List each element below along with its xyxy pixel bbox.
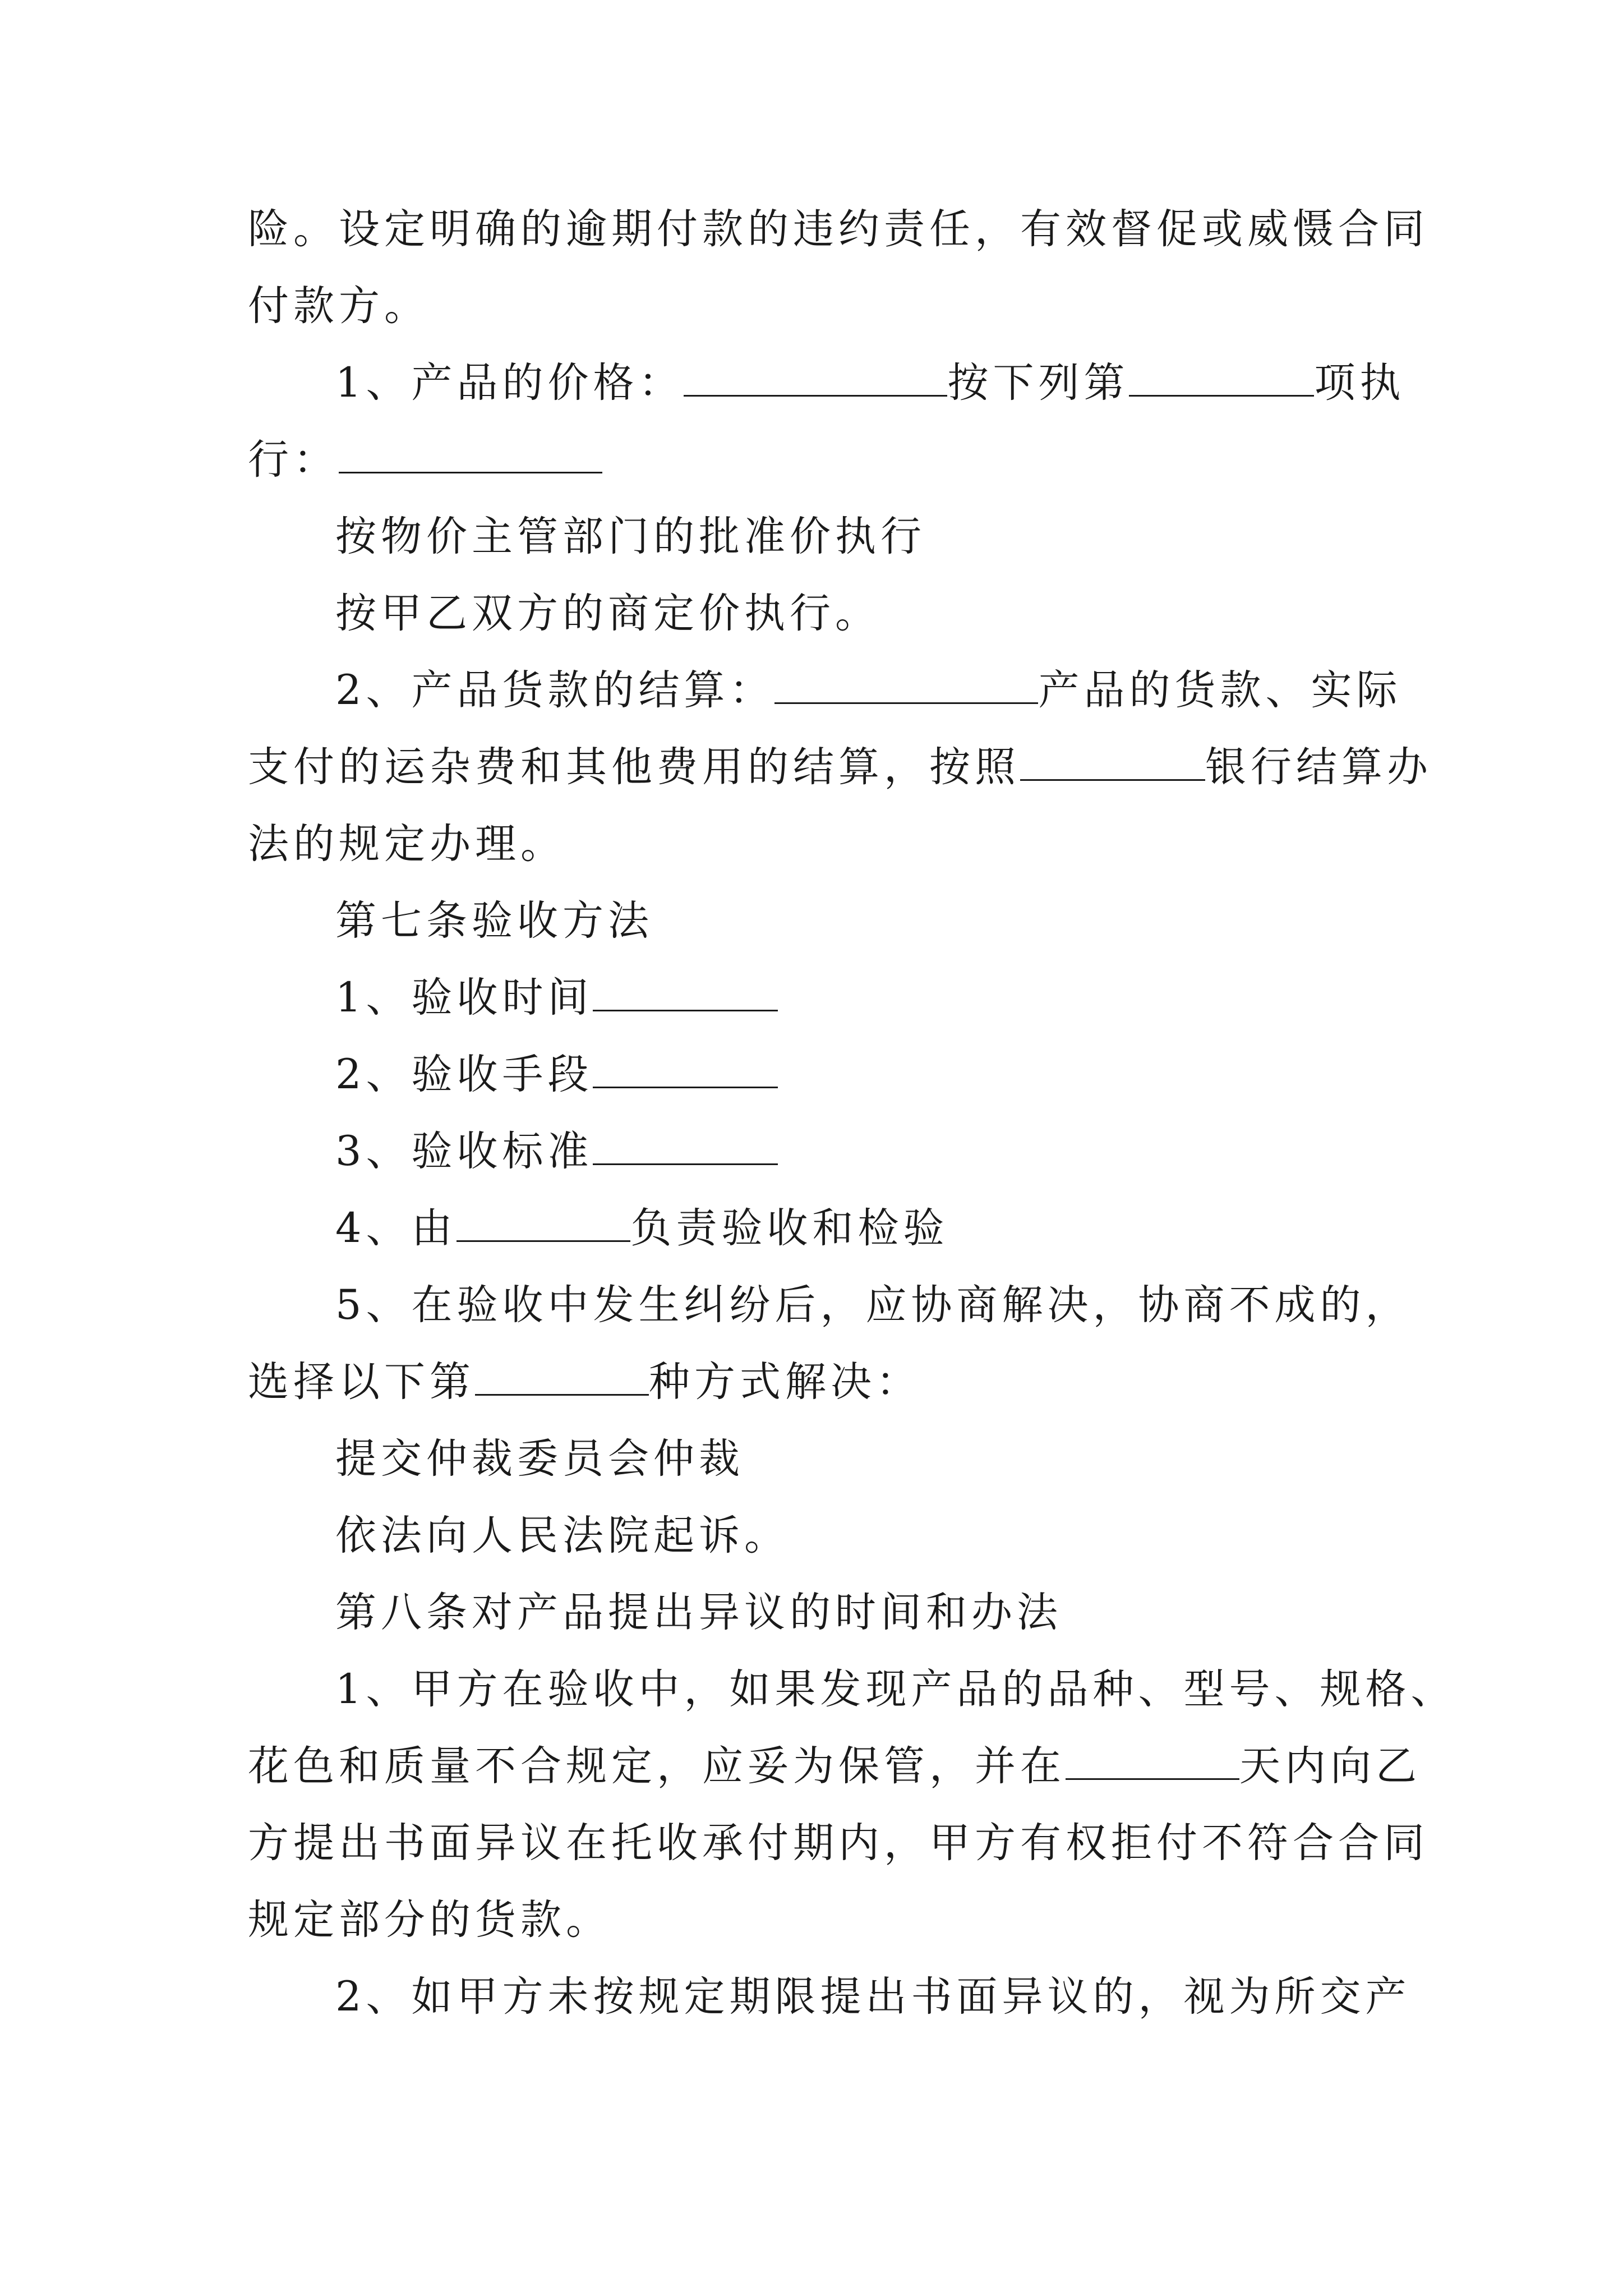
blank-objection-days — [1066, 1745, 1239, 1780]
text-fragment: 行： — [248, 436, 339, 484]
text-fragment: 产品的货款、实际 — [1038, 666, 1402, 714]
blank-dispute-method — [475, 1360, 649, 1396]
text-fragment: 选择以下第 — [248, 1358, 475, 1406]
text-fragment: 1、验收时间 — [335, 974, 593, 1022]
text-line: 规定部分的货款。 — [248, 1896, 611, 1944]
text-fragment: 按下列第 — [947, 359, 1129, 407]
clause-dispute-method — [248, 1343, 1381, 1420]
text-line: 方提出书面异议在托收承付期内，甲方有权拒付不符合合同 — [248, 1819, 1429, 1867]
text-line: 按甲乙双方的商定价执行。 — [335, 590, 880, 637]
clause-inspection-party — [248, 1190, 1381, 1267]
text-fragment: 1、产品的价格： — [335, 359, 684, 407]
section-heading: 第八条对产品提出异议的时间和办法 — [335, 1589, 1062, 1636]
text-fragment: 3、验收标准 — [335, 1128, 593, 1175]
document-page — [248, 191, 1456, 2035]
clause-objection-days — [248, 1728, 1421, 1805]
blank-bank — [1020, 746, 1205, 781]
text-fragment: 种方式解决： — [649, 1358, 921, 1406]
text-fragment: 项执 — [1314, 359, 1405, 407]
text-line: 按物价主管部门的批准价执行 — [335, 513, 926, 560]
text-line: 付款方。 — [248, 282, 430, 330]
blank-inspection-time — [593, 976, 778, 1011]
section-heading: 第七条验收方法 — [335, 897, 653, 945]
blank-inspection-party — [457, 1207, 630, 1242]
text-fragment: 2、验收手段 — [335, 1051, 593, 1098]
clause-inspection-means — [248, 1036, 1381, 1113]
clause-inspection-standard — [248, 1113, 1381, 1190]
blank-inspection-standard — [593, 1130, 778, 1165]
text-fragment: 负责验收和检验 — [630, 1204, 949, 1252]
blank-inspection-means — [593, 1053, 778, 1088]
text-line: 1、甲方在验收中，如果发现产品的品种、型号、规格、 — [335, 1665, 1456, 1713]
clause-inspection-time — [248, 959, 1381, 1036]
blank-settlement — [774, 669, 1038, 704]
text-line: 2、如甲方未按规定期限提出书面异议的，视为所交产 — [335, 1973, 1411, 2021]
blank-price — [684, 361, 947, 397]
text-line: 5、在验收中发生纠纷后，应协商解决，协商不成的， — [335, 1281, 1411, 1329]
clause-settlement — [248, 652, 1402, 729]
text-fragment: 天内向乙 — [1239, 1742, 1421, 1790]
clause-price — [248, 344, 1405, 421]
text-fragment: 支付的运杂费和其他费用的结算，按照 — [248, 743, 1020, 791]
text-line: 险。设定明确的逾期付款的违约责任，有效督促或威慑合同 — [248, 205, 1429, 253]
text-fragment: 4、由 — [335, 1204, 457, 1252]
text-fragment: 银行结算办 — [1205, 743, 1432, 791]
clause-price-cont — [248, 421, 1381, 498]
blank-execution — [339, 438, 602, 473]
text-line: 法的规定办理。 — [248, 820, 566, 868]
clause-settlement-cont — [248, 729, 1432, 806]
text-fragment: 2、产品货款的结算： — [335, 666, 775, 714]
text-fragment: 花色和质量不合规定，应妥为保管，并在 — [248, 1742, 1066, 1790]
text-line: 依法向人民法院起诉。 — [335, 1512, 790, 1559]
text-line: 提交仲裁委员会仲裁 — [335, 1435, 744, 1483]
blank-item-number — [1129, 361, 1314, 397]
